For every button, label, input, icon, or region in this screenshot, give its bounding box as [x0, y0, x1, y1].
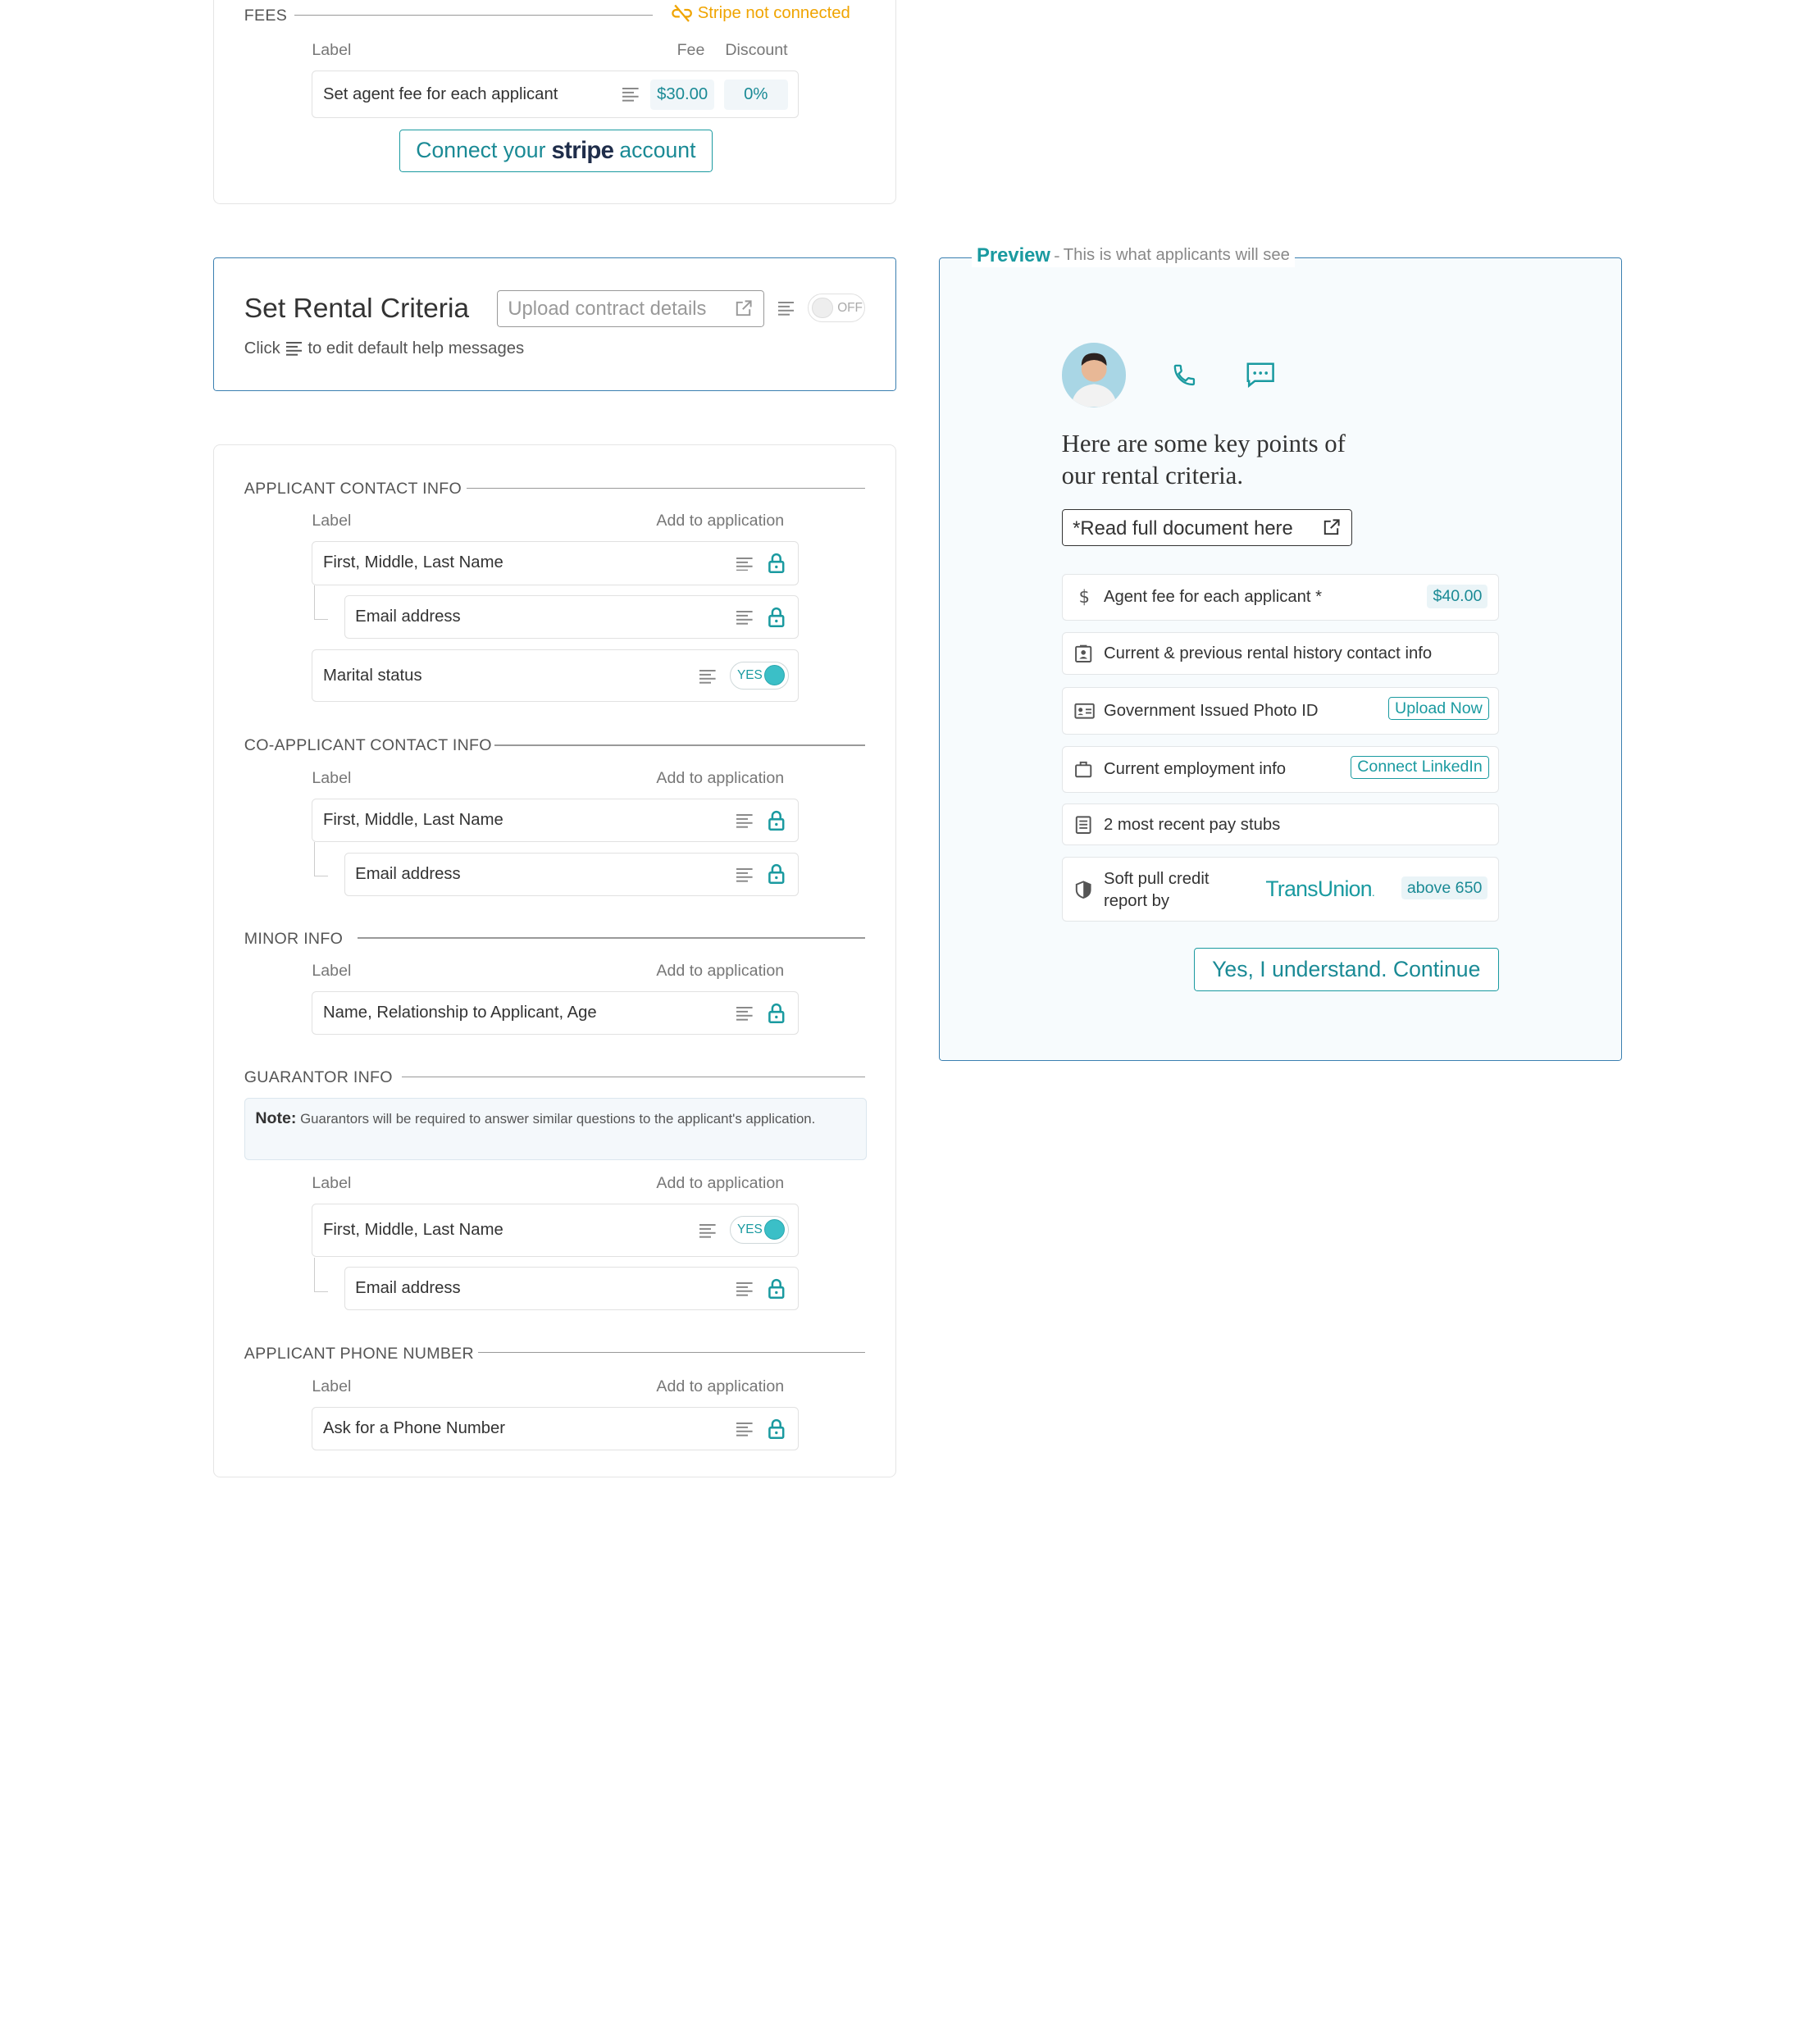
briefcase-icon: [1074, 760, 1092, 778]
phone-col-add: Add to application: [656, 1377, 785, 1395]
message-icon[interactable]: [1246, 362, 1275, 389]
fees-col-label: Label: [312, 41, 352, 59]
preview-heading-line2: our rental criteria.: [1061, 461, 1244, 489]
toggle-off-label: OFF: [837, 301, 863, 316]
applicant-name-label: First, Middle, Last Name: [322, 553, 503, 572]
toggle-yes-label: YES: [736, 667, 763, 682]
criteria-help-text: [244, 339, 524, 358]
help-lines-icon[interactable]: [736, 611, 753, 625]
preview-heading: [1062, 428, 1346, 492]
preview-title-dash: -: [1054, 244, 1060, 266]
guarantor-name-label: First, Middle, Last Name: [322, 1220, 503, 1239]
connect-prefix: Connect your: [416, 138, 546, 163]
toggle-knob: [812, 298, 832, 318]
marital-status-label: Marital status: [322, 666, 422, 685]
pay-stubs-label: 2 most recent pay stubs: [1103, 815, 1281, 834]
lock-icon: [768, 810, 785, 831]
minor-col-label: Label: [312, 961, 352, 980]
phone-divider: [478, 1352, 865, 1353]
help-lines-icon[interactable]: [736, 1423, 753, 1436]
coapplicant-col-add: Add to application: [656, 768, 785, 787]
preview-header: [972, 244, 1294, 267]
marital-status-toggle[interactable]: [730, 662, 790, 690]
lock-icon: [768, 1278, 785, 1299]
applicant-divider: [467, 488, 865, 489]
fee-input[interactable]: $30.00: [650, 80, 714, 109]
phone-section-title: APPLICANT PHONE NUMBER: [244, 1345, 474, 1363]
marital-status-row: [312, 649, 799, 702]
help-lines-icon[interactable]: [736, 1007, 753, 1021]
agent-fee-badge: $40.00: [1427, 585, 1487, 608]
coapplicant-section-title: CO-APPLICANT CONTACT INFO: [244, 736, 492, 755]
transunion-logo-suffix: .: [1371, 885, 1375, 899]
applicant-email-label: Email address: [355, 608, 461, 626]
guarantor-name-toggle[interactable]: [730, 1216, 790, 1244]
help-suffix: to edit default help messages: [308, 339, 525, 357]
credit-label: [1104, 868, 1210, 912]
preview-panel: [939, 244, 1622, 1061]
help-lines-icon[interactable]: [736, 868, 753, 882]
photo-id-label: Government Issued Photo ID: [1103, 701, 1319, 720]
id-card-icon: [1074, 702, 1095, 720]
preview-heading-line1: Here are some key points of: [1061, 429, 1346, 458]
applicant-section-title: APPLICANT CONTACT INFO: [244, 479, 462, 498]
applicant-name-row: [312, 541, 799, 585]
transunion-logo: [1265, 876, 1374, 902]
stripe-logo: stripe: [551, 136, 614, 164]
stripe-status-text: Stripe not connected: [697, 4, 850, 23]
connect-suffix: account: [619, 138, 696, 163]
application-fields-panel: [213, 444, 896, 1477]
continue-button[interactable]: [1194, 948, 1499, 991]
help-prefix: Click: [244, 339, 280, 357]
coapplicant-divider: [494, 744, 865, 745]
contact-card-icon: [1074, 644, 1092, 662]
applicant-col-label: Label: [312, 511, 352, 530]
lock-icon: [768, 553, 785, 573]
minor-row: [312, 991, 799, 1035]
continue-label: Yes, I understand. Continue: [1212, 957, 1481, 982]
guarantor-name-row: [312, 1204, 799, 1256]
rental-criteria-panel: [213, 257, 896, 392]
toggle-knob: [764, 1219, 785, 1240]
fees-col-fee: Fee: [677, 41, 705, 59]
help-lines-icon[interactable]: [736, 1282, 753, 1296]
phone-row: [312, 1407, 799, 1450]
coapplicant-name-row: [312, 799, 799, 842]
guarantor-section-title: GUARANTOR INFO: [244, 1068, 393, 1086]
note-bold: Note:: [255, 1108, 297, 1127]
guarantor-email-label: Email address: [355, 1279, 461, 1298]
credit-label-line2: report by: [1103, 891, 1170, 910]
help-lines-icon[interactable]: [699, 670, 716, 684]
preview-item-photo-id: [1062, 687, 1499, 734]
applicant-col-add: Add to application: [656, 511, 785, 530]
stripe-status: [672, 4, 850, 23]
criteria-toggle[interactable]: [808, 294, 865, 322]
phone-label: Ask for a Phone Number: [322, 1419, 506, 1438]
help-lines-icon[interactable]: [736, 558, 753, 571]
read-document-label: *Read full document here: [1073, 517, 1293, 539]
phone-col-label: Label: [312, 1377, 352, 1395]
fees-panel: [213, 0, 896, 204]
coapplicant-email-row: [344, 853, 799, 896]
shield-icon: [1074, 881, 1092, 899]
rental-history-label: Current & previous rental history contact info: [1103, 644, 1433, 662]
guarantor-note: [244, 1098, 867, 1160]
unlink-icon: [672, 4, 692, 22]
connect-stripe-button[interactable]: [399, 130, 713, 172]
discount-input[interactable]: 0%: [724, 80, 788, 109]
minor-section-title: MINOR INFO: [244, 929, 344, 948]
credit-score-badge: above 650: [1401, 876, 1488, 900]
minor-label: Name, Relationship to Applicant, Age: [322, 1004, 597, 1022]
coapplicant-email-label: Email address: [355, 864, 461, 883]
applicant-email-row: [344, 595, 799, 639]
preview-title: Preview: [976, 244, 1050, 266]
coapplicant-col-label: Label: [312, 768, 352, 787]
lock-icon: [768, 1418, 785, 1439]
avatar: [1062, 343, 1126, 407]
employment-label: Current employment info: [1103, 760, 1287, 779]
help-lines-icon[interactable]: [699, 1224, 716, 1238]
preview-item-employment: [1062, 746, 1499, 793]
external-link-icon: [735, 300, 752, 317]
fees-section-title: FEES: [244, 7, 288, 25]
preview-item-agent-fee: [1062, 574, 1499, 621]
guarantor-email-row: [344, 1267, 799, 1310]
fees-col-discount: Discount: [725, 41, 788, 59]
transunion-logo-text: TransUnion: [1265, 876, 1372, 901]
lock-icon: [768, 607, 785, 627]
minor-divider: [358, 937, 865, 938]
upload-contract-button[interactable]: [497, 290, 764, 327]
criteria-title: Set Rental Criteria: [244, 293, 470, 324]
preview-item-pay-stubs: [1062, 803, 1499, 846]
toggle-knob: [764, 665, 785, 685]
agent-fee-item-label: Agent fee for each applicant *: [1103, 588, 1323, 607]
row-connector: [314, 585, 328, 620]
connect-linkedin-button[interactable]: Connect LinkedIn: [1351, 756, 1489, 779]
phone-icon[interactable]: [1172, 362, 1197, 388]
note-text: Guarantors will be required to answer similar questions to the applicant's application.: [300, 1110, 816, 1127]
help-lines-icon[interactable]: [622, 88, 639, 102]
svg-text:$: $: [1078, 588, 1090, 607]
help-lines-icon[interactable]: [778, 302, 795, 316]
help-lines-icon[interactable]: [736, 814, 753, 828]
agent-fee-label: Set agent fee for each applicant: [322, 84, 558, 103]
read-document-button[interactable]: [1062, 509, 1352, 546]
upload-contract-label: Upload contract details: [508, 298, 707, 321]
row-connector: [314, 842, 328, 876]
external-link-icon: [1323, 519, 1340, 536]
row-connector: [314, 1258, 328, 1292]
lock-icon: [768, 1003, 785, 1023]
guarantor-col-add: Add to application: [656, 1173, 785, 1192]
agent-fee-row: [312, 71, 799, 117]
lock-icon: [768, 863, 785, 884]
preview-subtitle: This is what applicants will see: [1063, 246, 1290, 265]
toggle-yes-label: YES: [736, 1222, 763, 1237]
upload-now-button[interactable]: Upload Now: [1388, 697, 1489, 720]
help-lines-icon: [286, 342, 303, 356]
credit-label-line1: Soft pull credit: [1103, 869, 1210, 888]
coapplicant-name-label: First, Middle, Last Name: [322, 811, 503, 830]
minor-col-add: Add to application: [656, 961, 785, 980]
preview-item-credit: [1062, 857, 1499, 921]
dollar-icon: [1074, 588, 1092, 606]
document-icon: [1074, 816, 1092, 834]
preview-item-rental-history: [1062, 632, 1499, 675]
fees-divider: [294, 15, 653, 16]
guarantor-col-label: Label: [312, 1173, 352, 1192]
